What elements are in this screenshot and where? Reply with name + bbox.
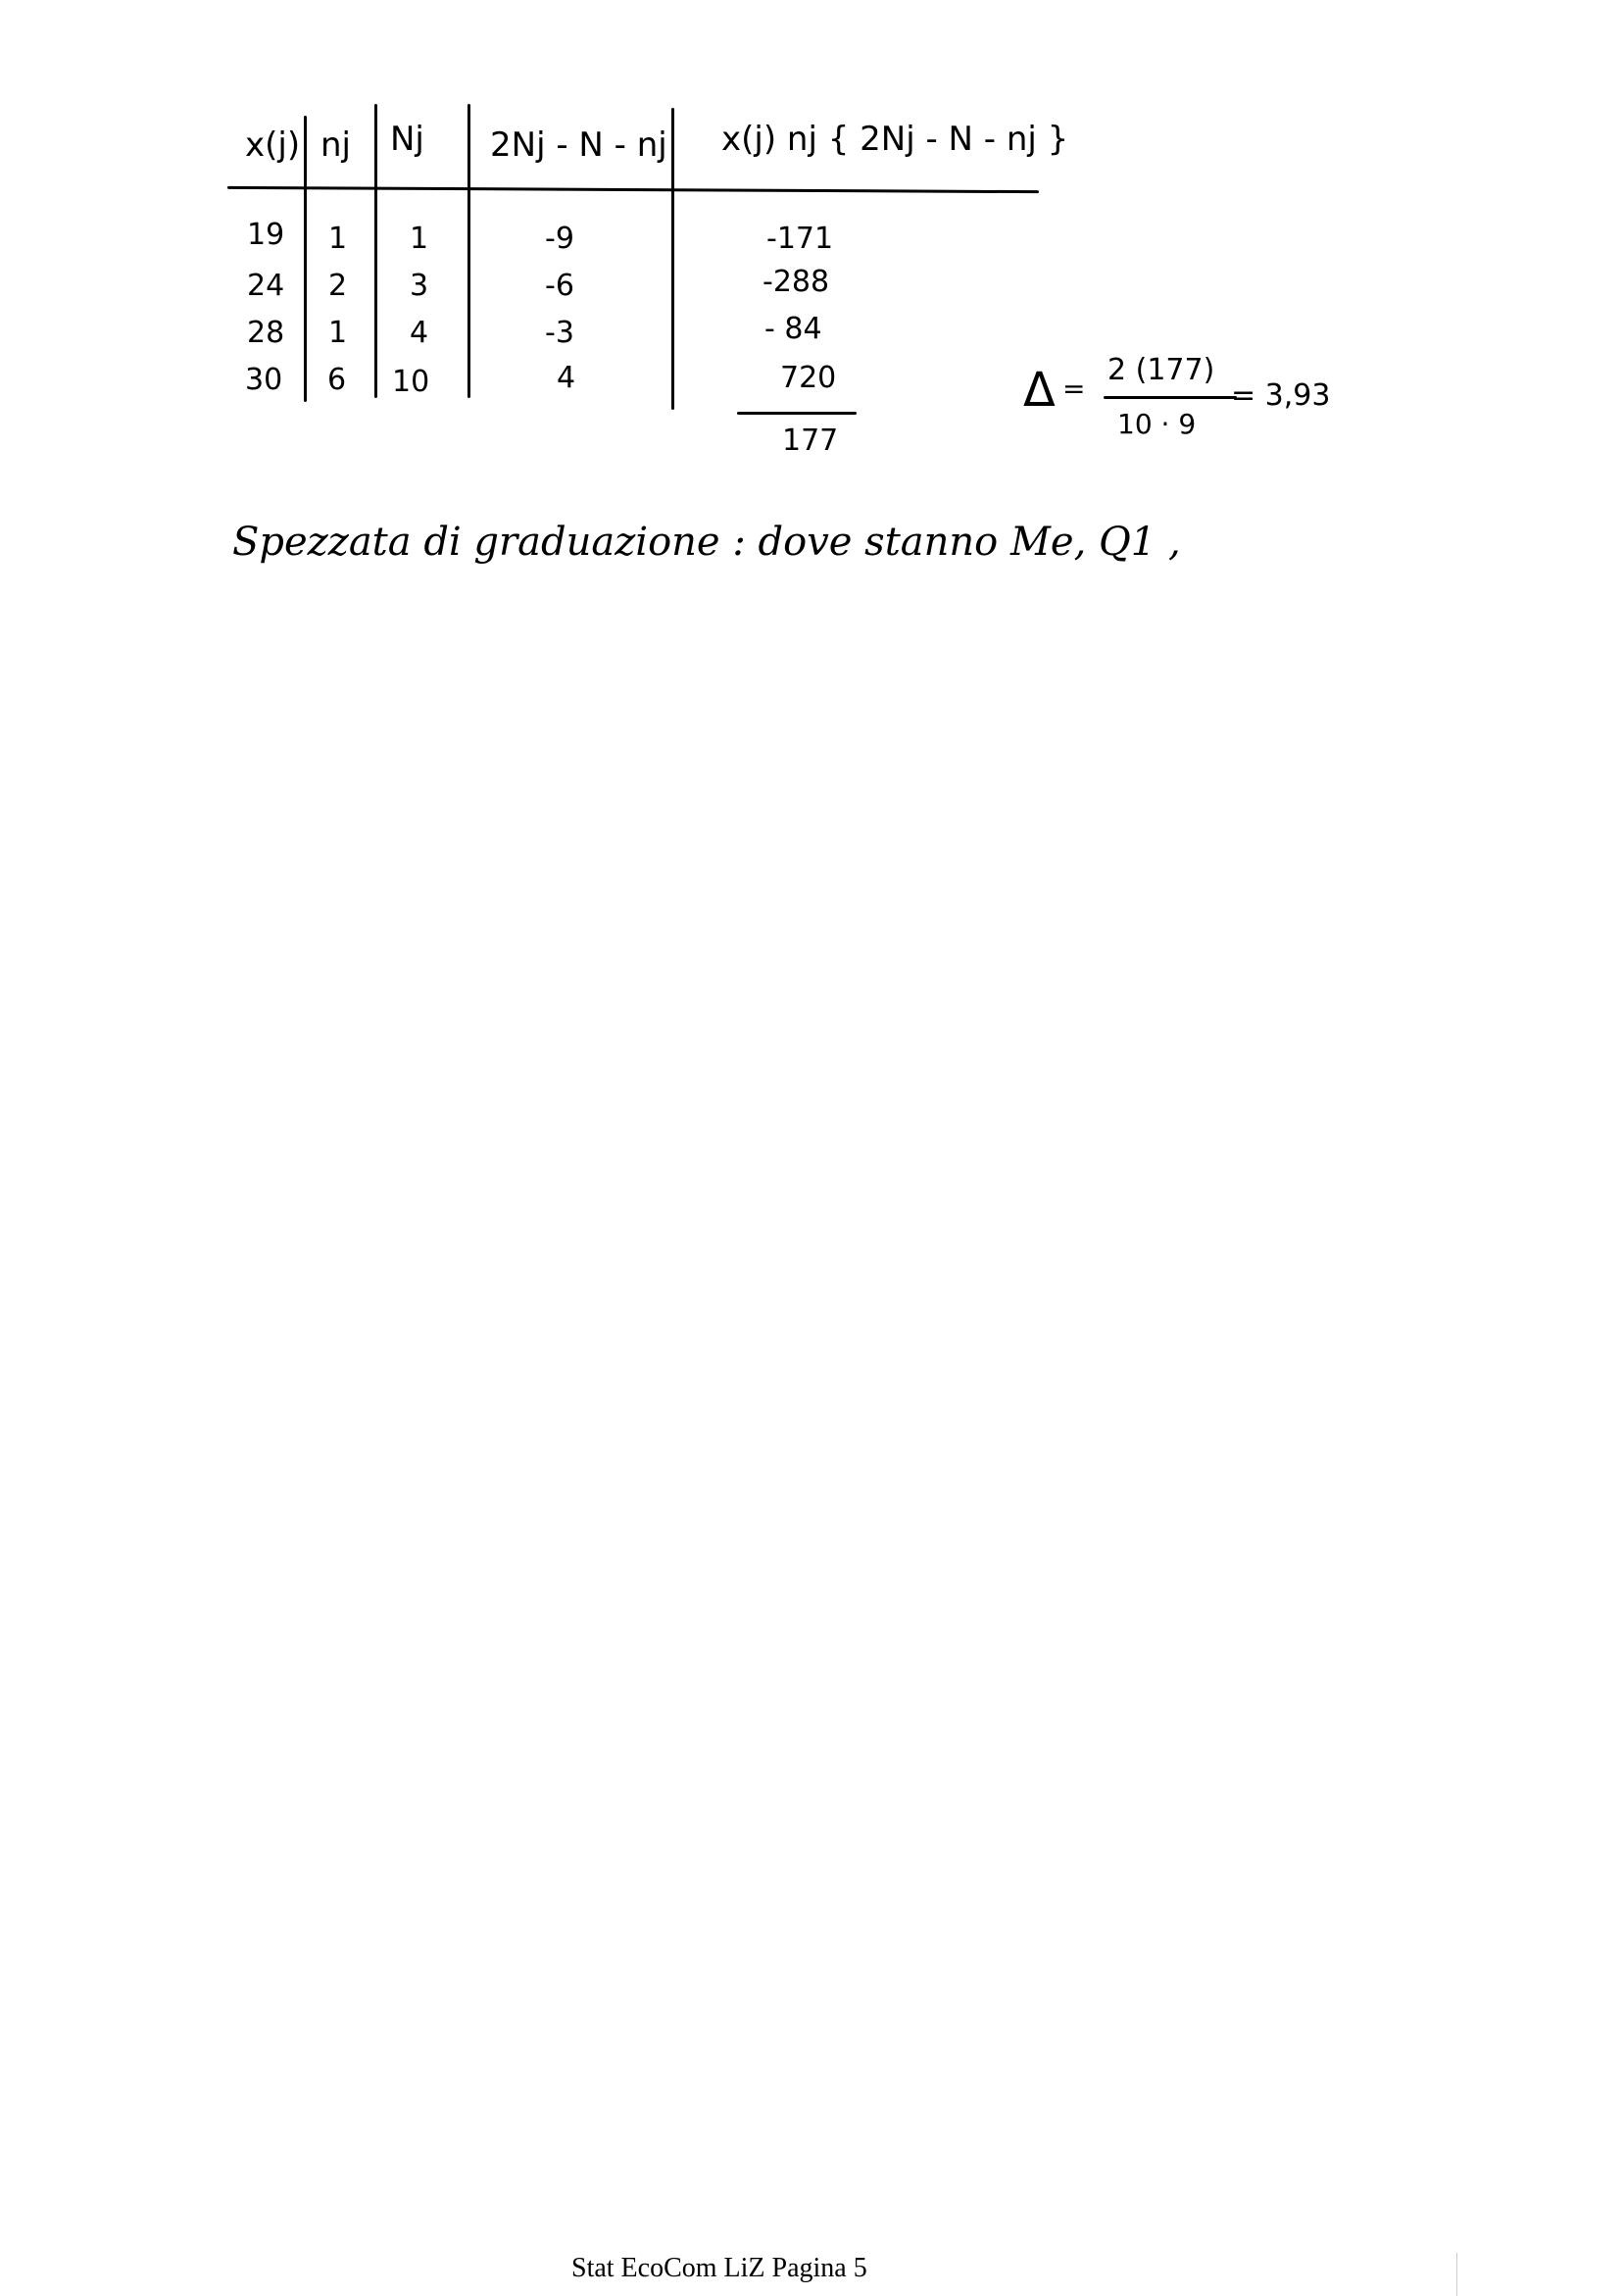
cell-x-4: 30 bbox=[245, 363, 283, 397]
cell-p-1: -171 bbox=[766, 222, 834, 256]
cell-d-2: -6 bbox=[545, 269, 574, 303]
cell-d-3: -3 bbox=[545, 316, 574, 350]
cell-x-1: 19 bbox=[247, 218, 285, 252]
cell-p-2: -288 bbox=[762, 265, 830, 299]
table-divider-2 bbox=[374, 104, 377, 398]
header-nj: nj bbox=[320, 125, 351, 165]
header-2Nj-N-nj: 2Nj - N - nj bbox=[490, 125, 667, 165]
header-Nj: Nj bbox=[390, 120, 424, 159]
header-product: x(j) nj { 2Nj - N - nj } bbox=[721, 120, 1069, 159]
graduation-note: Spezzata di graduazione : dove stanno Me, Q1 , bbox=[232, 520, 1181, 565]
cell-N-2: 3 bbox=[410, 269, 429, 303]
cell-N-3: 4 bbox=[410, 316, 429, 350]
delta-symbol: Δ bbox=[1023, 363, 1056, 418]
cell-d-4: 4 bbox=[557, 361, 576, 395]
formula-numerator: 2 (177) bbox=[1107, 353, 1215, 387]
cell-N-4: 10 bbox=[392, 365, 430, 399]
delta-equals: = bbox=[1062, 373, 1086, 405]
formula-result: = 3,93 bbox=[1231, 378, 1331, 413]
table-divider-1 bbox=[304, 116, 307, 402]
formula-denominator: 10 · 9 bbox=[1117, 408, 1197, 440]
cell-N-1: 1 bbox=[410, 222, 429, 256]
cell-x-2: 24 bbox=[247, 269, 285, 303]
cell-d-1: -9 bbox=[545, 222, 574, 256]
cell-n-1: 1 bbox=[328, 222, 348, 256]
cell-n-3: 1 bbox=[328, 316, 348, 350]
table-divider-4 bbox=[671, 108, 674, 410]
cell-n-2: 2 bbox=[328, 269, 348, 303]
footer-divider bbox=[1456, 2253, 1457, 2296]
sum-rule bbox=[737, 412, 857, 415]
cell-p-4: 720 bbox=[780, 361, 837, 395]
table-divider-3 bbox=[467, 104, 470, 398]
total-value: 177 bbox=[782, 424, 839, 458]
cell-p-3: - 84 bbox=[764, 312, 822, 346]
fraction-bar bbox=[1104, 396, 1237, 399]
header-x: x(j) bbox=[245, 125, 301, 165]
table-header-rule bbox=[227, 186, 1039, 193]
cell-x-3: 28 bbox=[247, 316, 285, 350]
page-footer: Stat EcoCom LiZ Pagina 5 bbox=[571, 2253, 867, 2283]
cell-n-4: 6 bbox=[327, 363, 347, 397]
